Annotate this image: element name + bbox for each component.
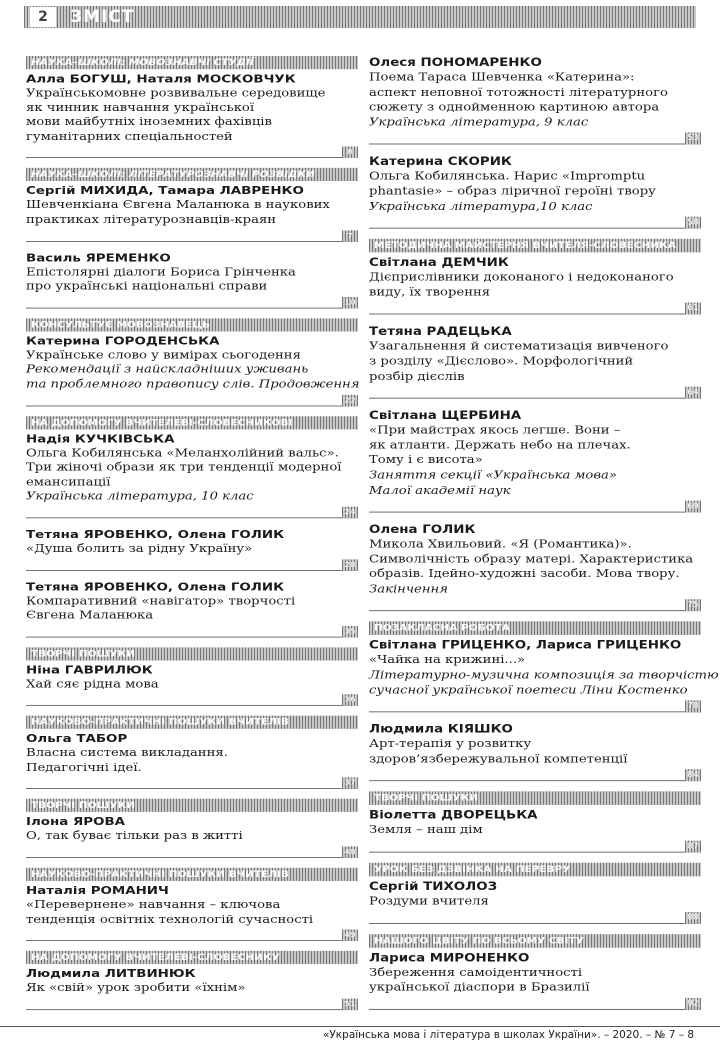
- entry-title-line: тенденція освітніх технологій сучасності: [26, 913, 314, 926]
- entry-rule: [369, 214, 701, 228]
- entry-rule: [26, 996, 358, 1010]
- entry-title-line: сюжету з однойменною картиною автора: [369, 101, 660, 114]
- page-number-badge: 84: [685, 770, 701, 782]
- page-number-badge: 48: [342, 846, 358, 858]
- entry-title-line: «Душа болить за рідну Україну»: [26, 542, 253, 556]
- page-number-badge: 28: [342, 559, 358, 571]
- entry-rule: [26, 844, 358, 858]
- entry-title-line: гуманітарних спеціальностей: [26, 130, 233, 144]
- entry-author: Віолетта ДВОРЕЦЬКА: [369, 809, 538, 823]
- entry-author: Лариса МИРОНЕНКО: [369, 951, 530, 965]
- toc-entry: [26, 580, 358, 647]
- toc-entry: [369, 622, 719, 723]
- section-heading: НАШОГО ЦВІТУ ПО ВСЬОМУ СВІТУ: [369, 934, 701, 948]
- entry-rule: [26, 623, 358, 637]
- entry-rule: [369, 498, 701, 512]
- page-number-badge: 35: [342, 626, 358, 638]
- entry-title-line: Епістолярні діалоги Бориса Грінченка: [26, 266, 296, 279]
- page-number: 2: [30, 7, 56, 27]
- entry-title-line: Поема Тараса Шевченка «Катерина»:: [369, 71, 635, 85]
- toc-entry: [26, 868, 358, 951]
- entry-title-line: Педагогічні ідеї.: [26, 761, 142, 774]
- toc-entry: [26, 647, 358, 716]
- entry-rule: [26, 692, 358, 706]
- entry-rule: [26, 144, 358, 158]
- page-number-badge: 49: [342, 930, 358, 942]
- entry-title-line: Узагальнення й систематизація вивченого: [369, 340, 669, 353]
- toc-entry: [369, 325, 701, 409]
- entry-title-line: Три жіночі образи як три тенденції модерної: [26, 461, 342, 474]
- section-heading: ТВОРЧІ ПОШУКИ: [26, 799, 358, 812]
- page-number-badge: 53: [685, 133, 701, 145]
- entry-title-line: Євгена Маланюка: [26, 609, 154, 622]
- entry-rule: [26, 556, 358, 570]
- entry-title-line: О, так буває тільки раз в житті: [26, 830, 243, 843]
- entry-title-line: Малої академії наук: [369, 484, 511, 497]
- entry-title-line: Заняття секції «Українська мова»: [369, 469, 617, 482]
- entry-title-line: української діаспори в Бразилії: [369, 981, 590, 994]
- entry-title-line: Українське слово у вимірах сьогодення: [26, 349, 301, 362]
- toc-column-right: [369, 56, 719, 1020]
- entry-title-line: образів. Ідейно-художні засоби. Мова твору.: [369, 567, 680, 581]
- page-number-badge: 75: [685, 600, 701, 612]
- toc-entry: [26, 528, 358, 580]
- entry-rule: [26, 504, 358, 518]
- page-header: [24, 6, 696, 28]
- entry-author: Людмила ЛИТВИНЮК: [26, 968, 196, 981]
- entry-rule: [26, 927, 358, 941]
- entry-author: Олеся ПОНОМАРЕНКО: [369, 56, 542, 70]
- entry-title-line: практиках літературознавців-краян: [26, 213, 277, 227]
- entry-author: Наталія РОМАНИЧ: [26, 885, 169, 898]
- entry-title-line: виду, їх творення: [369, 286, 491, 299]
- toc-entry: [26, 251, 358, 318]
- page-number-badge: 10: [342, 297, 358, 309]
- toc-entry: [369, 523, 701, 622]
- entry-rule: [26, 228, 358, 242]
- entry-title-line: Роздуми вчителя: [369, 895, 489, 908]
- toc-entry: [369, 723, 701, 792]
- entry-author: Тетяна РАДЕЦЬКА: [369, 325, 512, 339]
- entry-title-line: Українська література, 9 клас: [369, 116, 589, 129]
- entry-rule: [369, 300, 701, 314]
- page-number-badge: 78: [685, 701, 701, 713]
- entry-title-line: аспект неповної тотожності літературного: [369, 86, 668, 100]
- entry-author: Тетяна ЯРОВЕНКО, Олена ГОЛИК: [26, 528, 285, 542]
- page-title: ЗМІСТ: [70, 7, 135, 27]
- entry-author: Надія КУЧКІВСЬКА: [26, 433, 175, 446]
- page-number-badge: 92: [685, 998, 701, 1010]
- page-number-badge: 51: [342, 998, 358, 1010]
- toc-entry: [26, 56, 358, 168]
- entry-title-line: як атланти. Держать небо на плечах.: [369, 439, 631, 452]
- entry-author: Алла БОГУШ, Наталя МОСКОВЧУК: [26, 73, 296, 86]
- toc-entry: [369, 239, 701, 325]
- entry-rule: [369, 838, 701, 852]
- entry-title-line: Закінчення: [369, 582, 448, 596]
- entry-title-line: phantasie» – образ ліричної героїні твору: [369, 185, 656, 198]
- entry-title-line: Шевченкіана Євгена Маланюка в наукових: [26, 199, 330, 212]
- entry-title-line: мови майбутніх іноземних фахівців: [26, 116, 272, 129]
- entry-title-line: Як «свій» урок зробити «їхнім»: [26, 982, 246, 995]
- toc-entry: [26, 951, 358, 1020]
- section-heading: ПОЗАКЛАСНА РОБОТА: [369, 622, 701, 636]
- toc-entry: [369, 409, 701, 523]
- page-number-badge: 87: [685, 841, 701, 853]
- entry-title-line: здоров’язбережувальної компетенції: [369, 752, 628, 766]
- entry-author: Світлана ГРИЦЕНКО, Лариса ГРИЦЕНКО: [369, 639, 682, 653]
- toc-entry: [369, 934, 701, 1020]
- section-heading: НАУКОВО-ПРАКТИЧНІ ПОШУКИ ВЧИТЕЛІВ: [26, 868, 358, 881]
- section-heading: ТВОРЧІ ПОШУКИ: [369, 792, 701, 806]
- toc-entry: [369, 56, 701, 155]
- toc-entry: [26, 168, 358, 251]
- toc-entry: [26, 318, 358, 416]
- page-number-badge: 36: [342, 694, 358, 706]
- entry-rule: [369, 384, 701, 398]
- entry-title-line: «Чайка на крижині...»: [369, 654, 526, 667]
- entry-rule: [369, 995, 701, 1009]
- entry-author: Сергій ТИХОЛОЗ: [369, 880, 498, 894]
- entry-title-line: та проблемного правопису слів. Продовження: [26, 378, 360, 391]
- entry-rule: [26, 294, 358, 308]
- entry-title-line: як чинник навчання української: [26, 101, 255, 115]
- entry-title-line: Збереження самоідентичності: [369, 966, 583, 979]
- entry-title-line: Літературно-музична композиція за творчістю: [369, 668, 719, 682]
- entry-title-line: Українськомовне розвивальне середовище: [26, 87, 326, 100]
- entry-title-line: Ольга Кобилянська. Нарис «Impromptu: [369, 170, 646, 183]
- entry-rule: [26, 775, 358, 789]
- entry-title-line: сучасної української поетеси Ліни Костенко: [369, 683, 688, 697]
- section-heading: НА ДОПОМОГУ ВЧИТЕЛЕВІ-СЛОВЕСНИКОВІ: [26, 416, 358, 429]
- entry-title-line: Символічність образу матері. Характеристика: [369, 553, 694, 566]
- section-heading: НА ДОПОМОГУ ВЧИТЕЛЕВІ-СЛОВЕСНИКУ: [26, 951, 358, 964]
- footer-citation: «Українська мова і література в школах України». – 2020. – № 7 – 8: [322, 1029, 694, 1041]
- entry-rule: [369, 767, 701, 781]
- entry-title-line: Микола Хвильовий. «Я (Романтика)».: [369, 538, 632, 551]
- entry-title-line: з розділу «Дієслово». Морфологічний: [369, 355, 634, 368]
- entry-author: Сергій МИХИДА, Тамара ЛАВРЕНКО: [26, 185, 304, 198]
- page-number-badge: 22: [342, 394, 358, 406]
- toc-entry: [26, 416, 358, 528]
- page-number-badge: 7: [342, 230, 358, 242]
- entry-author: Людмила КІЯШКО: [369, 723, 513, 737]
- entry-title-line: про українські національні справи: [26, 280, 268, 294]
- entry-rule: [369, 130, 701, 144]
- page-number-badge: 88: [685, 912, 701, 924]
- toc-entry: [26, 799, 358, 868]
- entry-author: Олена ГОЛИК: [369, 523, 476, 537]
- entry-title-line: Ольга Кобилянська «Меланхолійний вальс».: [26, 447, 339, 460]
- toc-entry: [369, 792, 701, 863]
- page-number-badge: 37: [342, 778, 358, 790]
- entry-rule: [369, 597, 701, 611]
- entry-title-line: розбір дієслів: [369, 370, 465, 383]
- toc-entry: [26, 716, 358, 799]
- entry-rule: [369, 698, 701, 712]
- entry-title-line: Земля – наш дім: [369, 824, 483, 837]
- section-heading: МЕТОДИЧНА МАЙСТЕРНЯ ВЧИТЕЛЯ-СЛОВЕСНИКА: [369, 239, 701, 253]
- page-number-badge: 24: [342, 507, 358, 519]
- entry-title-line: «При майстрах якось легше. Вони –: [369, 424, 621, 437]
- entry-title-line: Хай сяє рідна мова: [26, 678, 159, 691]
- entry-title-line: Власна система викладання.: [26, 747, 228, 760]
- entry-author: Василь ЯРЕМЕНКО: [26, 252, 171, 265]
- entry-title-line: Арт-терапія у розвитку: [369, 737, 532, 751]
- section-heading: УРОК БЕЗ ДЗВІНКА НА ПЕРЕВРУ: [369, 863, 701, 877]
- entry-author: Світлана ДЕМЧИК: [369, 256, 509, 270]
- entry-title-line: Рекомендації з найскладніших уживань: [26, 363, 309, 377]
- entry-title-line: Дієприслівники доконаного і недоконаного: [369, 271, 674, 284]
- section-heading: КОНСУЛЬТУЄ МОВОЗНАВЕЦЬ: [26, 318, 358, 331]
- page-footer: [0, 1026, 720, 1047]
- entry-title-line: «Перевернене» навчання – ключова: [26, 899, 281, 912]
- entry-title-line: Українська література,10 клас: [369, 200, 593, 213]
- entry-author: Тетяна ЯРОВЕНКО, Олена ГОЛИК: [26, 581, 285, 594]
- entry-author: Ольга ТАБОР: [26, 733, 128, 746]
- entry-author: Катерина ГОРОДЕНСЬКА: [26, 335, 220, 348]
- entry-author: Світлана ЩЕРБИНА: [369, 409, 522, 423]
- entry-rule: [26, 392, 358, 406]
- page-number-badge: 8: [342, 147, 358, 159]
- section-heading: НАУКА–ШКОЛІ: МОВОЗНАВЧІ СТУДІЇ: [26, 56, 358, 69]
- entry-title-line: Українська література, 10 клас: [26, 490, 254, 503]
- entry-author: Ніна ГАВРИЛЮК: [26, 664, 153, 677]
- toc-entry: [369, 155, 701, 239]
- entry-author: Катерина СКОРИК: [369, 155, 512, 169]
- section-heading: НАУКА–ШКОЛІ: ЛІТЕРАТУРОЗНАВЧІ РОЗВІДКИ: [26, 168, 358, 181]
- entry-title-line: Тому і є висота»: [369, 454, 483, 467]
- toc-entry: [369, 863, 701, 934]
- page-number-badge: 58: [685, 217, 701, 229]
- page-number-badge: 64: [685, 387, 701, 399]
- entry-title-line: Компаративний «навігатор» творчості: [26, 595, 296, 608]
- entry-rule: [369, 909, 701, 923]
- page-number-badge: 69: [685, 501, 701, 513]
- toc-column-left: [26, 56, 358, 1020]
- entry-author: Ілона ЯРОВА: [26, 816, 126, 829]
- section-heading: НАУКОВО-ПРАКТИЧНІ ПОШУКИ ВЧИТЕЛІВ: [26, 716, 358, 729]
- page-number-badge: 61: [685, 303, 701, 315]
- entry-title-line: емансипації: [26, 476, 111, 489]
- section-heading: ТВОРЧІ ПОШУКИ: [26, 647, 358, 660]
